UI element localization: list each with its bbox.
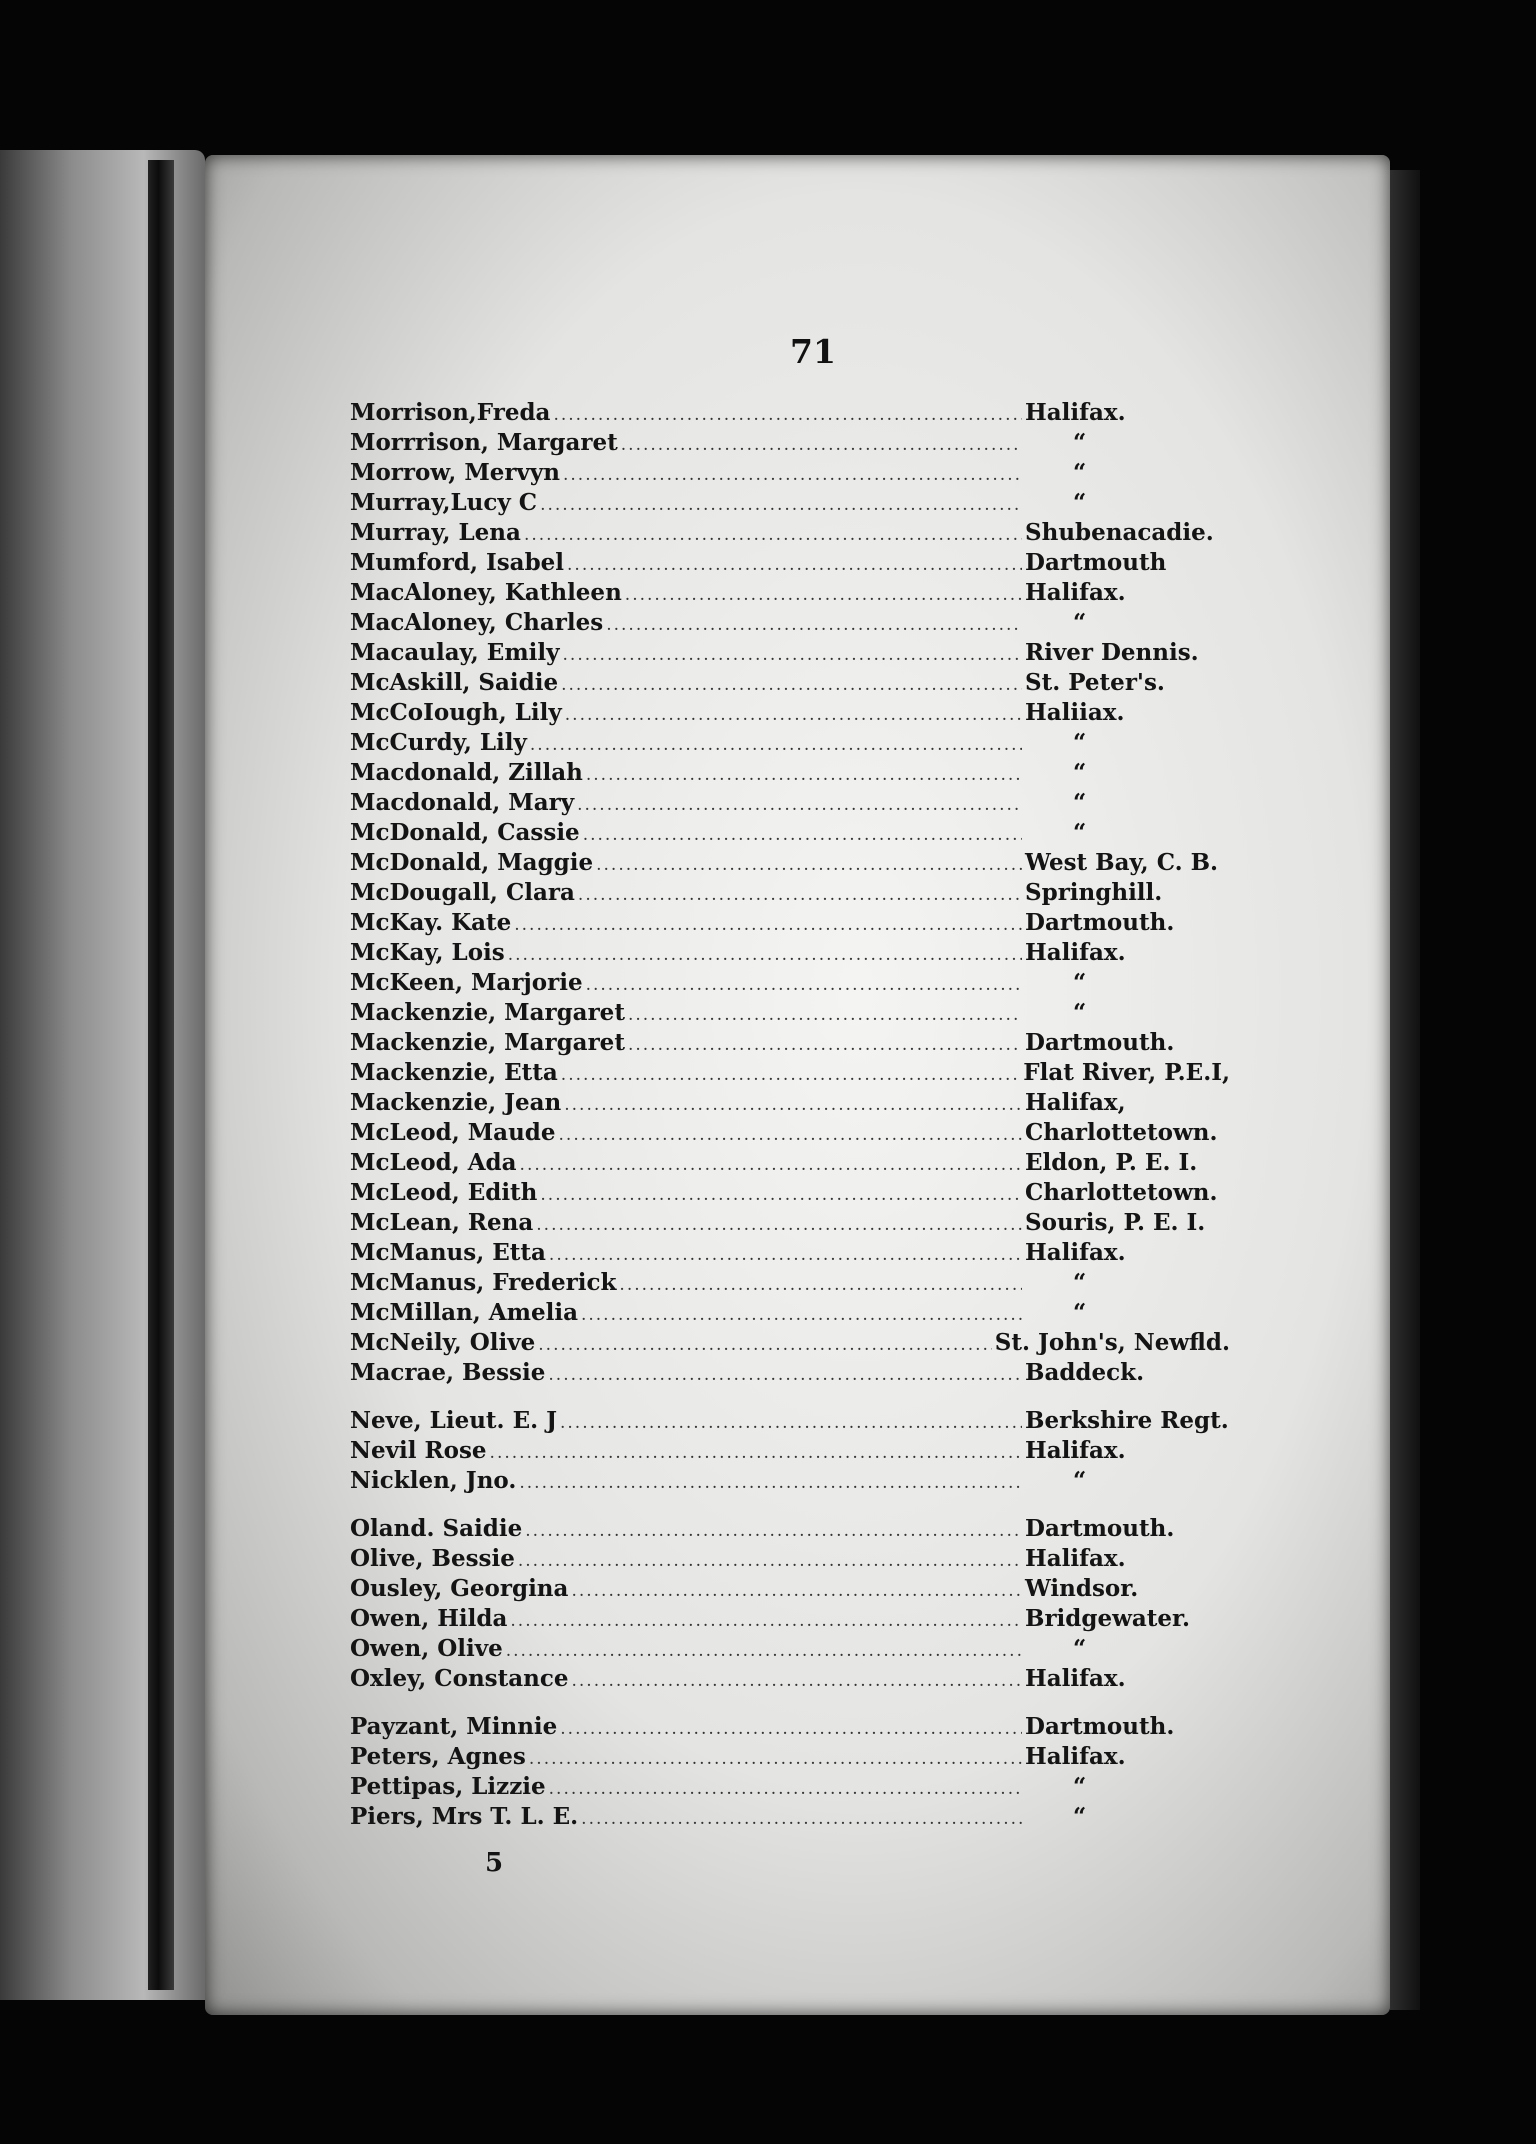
- dot-leader: [625, 580, 1022, 610]
- list-item: [350, 788, 1230, 818]
- dot-leader: [583, 820, 1022, 850]
- dot-leader: [529, 1744, 1022, 1774]
- place-name: “: [1073, 489, 1087, 516]
- name-group: [350, 398, 1230, 1388]
- person-name: Owen, Olive: [350, 1635, 503, 1662]
- person-name: Nevil Rose: [350, 1437, 487, 1464]
- left-page-edge: [0, 150, 205, 2000]
- place-name: Halifax.: [1025, 579, 1126, 606]
- place-name: Haliiax.: [1025, 699, 1125, 726]
- dot-leader: [577, 790, 1022, 820]
- place-name: Halifax.: [1025, 1545, 1126, 1572]
- dot-leader: [628, 1000, 1022, 1030]
- person-name: Macdonald, Mary: [350, 789, 575, 816]
- place-name: Flat River, P.E.I,: [1023, 1059, 1230, 1086]
- dot-leader: [510, 1606, 1022, 1636]
- place-name: Halifax.: [1025, 1743, 1126, 1770]
- dot-leader: [586, 970, 1022, 1000]
- dot-leader: [559, 1120, 1022, 1150]
- place-name: Dartmouth.: [1025, 1029, 1175, 1056]
- dot-leader: [549, 1240, 1022, 1270]
- dot-leader: [540, 490, 1022, 520]
- place-name: “: [1073, 729, 1087, 756]
- person-name: McCoIough, Lily: [350, 699, 562, 726]
- person-name: Murray, Lena: [350, 519, 521, 546]
- book-gutter: [148, 160, 174, 1990]
- dot-leader: [506, 1636, 1022, 1666]
- place-name: Windsor.: [1025, 1575, 1139, 1602]
- place-name: Springhill.: [1025, 879, 1163, 906]
- list-item: [350, 758, 1230, 788]
- place-name: Charlottetown.: [1025, 1179, 1218, 1206]
- dot-leader: [549, 1774, 1022, 1804]
- list-item: [350, 1436, 1230, 1466]
- dot-leader: [571, 1576, 1022, 1606]
- dot-leader: [578, 880, 1022, 910]
- list-item: [350, 1712, 1230, 1742]
- place-name: Halifax.: [1025, 1437, 1126, 1464]
- place-name: Baddeck.: [1025, 1359, 1145, 1386]
- list-item: [350, 1634, 1230, 1664]
- place-name: “: [1073, 819, 1087, 846]
- person-name: McKay. Kate: [350, 909, 512, 936]
- place-name: “: [1073, 1773, 1087, 1800]
- list-item: [350, 1574, 1230, 1604]
- list-item: [350, 428, 1230, 458]
- place-name: Berkshire Regt.: [1025, 1407, 1229, 1434]
- place-name: “: [1073, 789, 1087, 816]
- dot-leader: [518, 1546, 1022, 1576]
- dot-leader: [520, 1150, 1022, 1180]
- place-name: Charlottetown.: [1025, 1119, 1218, 1146]
- list-item: [350, 728, 1230, 758]
- place-name: West Bay, C. B.: [1025, 849, 1219, 876]
- dot-leader: [561, 1060, 1020, 1090]
- place-name: Dartmouth: [1025, 549, 1167, 576]
- dot-leader: [553, 400, 1022, 430]
- dot-leader: [540, 1180, 1022, 1210]
- list-item: [350, 818, 1230, 848]
- name-group: [350, 1514, 1230, 1694]
- place-name: Halifax.: [1025, 399, 1126, 426]
- person-name: Neve, Lieut. E. J: [350, 1407, 557, 1434]
- dot-leader: [567, 550, 1022, 580]
- list-item: [350, 578, 1230, 608]
- person-name: McKay, Lois: [350, 939, 505, 966]
- person-name: Macdonald, Zillah: [350, 759, 583, 786]
- dot-leader: [563, 640, 1022, 670]
- list-item: [350, 458, 1230, 488]
- list-item: [350, 908, 1230, 938]
- list-item: [350, 848, 1230, 878]
- list-item: [350, 548, 1230, 578]
- person-name: Mackenzie, Margaret: [350, 1029, 625, 1056]
- dot-leader: [581, 1300, 1022, 1330]
- list-item: [350, 1268, 1230, 1298]
- dot-leader: [606, 610, 1022, 640]
- dot-leader: [564, 1090, 1022, 1120]
- list-item: [350, 1028, 1230, 1058]
- dot-leader: [490, 1438, 1022, 1468]
- person-name: McAskill, Saidie: [350, 669, 559, 696]
- list-item: [350, 878, 1230, 908]
- dot-leader: [619, 1270, 1022, 1300]
- list-item: [350, 1238, 1230, 1268]
- dot-leader: [628, 1030, 1022, 1060]
- list-item: [350, 1466, 1230, 1496]
- list-item: [350, 698, 1230, 728]
- person-name: McCurdy, Lily: [350, 729, 527, 756]
- list-item: [350, 1514, 1230, 1544]
- list-item: [350, 1058, 1230, 1088]
- list-item: [350, 1772, 1230, 1802]
- dot-leader: [565, 700, 1022, 730]
- person-name: Pettipas, Lizzie: [350, 1773, 546, 1800]
- dot-leader: [561, 670, 1022, 700]
- person-name: McNeily, Olive: [350, 1329, 536, 1356]
- person-name: Morrrison, Margaret: [350, 429, 618, 456]
- person-name: Macaulay, Emily: [350, 639, 560, 666]
- list-item: [350, 668, 1230, 698]
- list-item: [350, 1328, 1230, 1358]
- place-name: Halifax.: [1025, 1239, 1126, 1266]
- dot-leader: [586, 760, 1022, 790]
- list-item: [350, 938, 1230, 968]
- list-item: [350, 1088, 1230, 1118]
- person-name: McLean, Rena: [350, 1209, 534, 1236]
- place-name: “: [1073, 429, 1087, 456]
- person-name: McDougall, Clara: [350, 879, 575, 906]
- list-item: [350, 1544, 1230, 1574]
- place-name: Dartmouth.: [1025, 909, 1175, 936]
- page-number: 71: [790, 332, 836, 371]
- place-name: Halifax,: [1025, 1089, 1126, 1116]
- dot-leader: [560, 1714, 1022, 1744]
- person-name: McMillan, Amelia: [350, 1299, 578, 1326]
- person-name: McLeod, Ada: [350, 1149, 517, 1176]
- person-name: Mackenzie, Etta: [350, 1059, 558, 1086]
- place-name: St. Peter's.: [1025, 669, 1165, 696]
- list-item: [350, 608, 1230, 638]
- place-name: Halifax.: [1025, 939, 1126, 966]
- person-name: Olive, Bessie: [350, 1545, 515, 1572]
- person-name: Peters, Agnes: [350, 1743, 526, 1770]
- list-item: [350, 488, 1230, 518]
- list-item: [350, 1298, 1230, 1328]
- list-item: [350, 518, 1230, 548]
- signature-mark: 5: [485, 1848, 504, 1878]
- place-name: “: [1073, 1269, 1087, 1296]
- dot-leader: [548, 1360, 1022, 1390]
- place-name: Dartmouth.: [1025, 1515, 1175, 1542]
- dot-leader: [514, 910, 1022, 940]
- person-name: Piers, Mrs T. L. E.: [350, 1803, 579, 1830]
- place-name: St. John's, Newfld.: [994, 1329, 1230, 1356]
- person-name: Macrae, Bessie: [350, 1359, 546, 1386]
- list-item: [350, 1178, 1230, 1208]
- place-name: “: [1073, 609, 1087, 636]
- page-edge-shadow: [1390, 170, 1420, 2010]
- person-name: McDonald, Maggie: [350, 849, 594, 876]
- dot-leader: [581, 1804, 1022, 1834]
- person-name: McManus, Frederick: [350, 1269, 617, 1296]
- dot-leader: [560, 1408, 1022, 1438]
- person-name: McKeen, Marjorie: [350, 969, 583, 996]
- place-name: River Dennis.: [1025, 639, 1199, 666]
- person-name: Morrow, Mervyn: [350, 459, 560, 486]
- dot-leader: [525, 1516, 1022, 1546]
- dot-leader: [596, 850, 1022, 880]
- list-item: [350, 1604, 1230, 1634]
- place-name: “: [1073, 1299, 1087, 1326]
- place-name: Dartmouth.: [1025, 1713, 1175, 1740]
- dot-leader: [572, 1666, 1023, 1696]
- person-name: Payzant, Minnie: [350, 1713, 558, 1740]
- place-name: “: [1073, 1635, 1087, 1662]
- list-item: [350, 1148, 1230, 1178]
- place-name: “: [1073, 1467, 1087, 1494]
- name-group: [350, 1712, 1230, 1832]
- place-name: Eldon, P. E. I.: [1025, 1149, 1198, 1176]
- name-list: [350, 398, 1230, 1850]
- place-name: “: [1073, 1803, 1087, 1830]
- person-name: MacAloney, Kathleen: [350, 579, 622, 606]
- place-name: Halifax.: [1025, 1665, 1126, 1692]
- place-name: “: [1073, 999, 1087, 1026]
- person-name: Mackenzie, Jean: [350, 1089, 562, 1116]
- place-name: “: [1073, 459, 1087, 486]
- dot-leader: [530, 730, 1022, 760]
- list-item: [350, 638, 1230, 668]
- person-name: Morrison,Freda: [350, 399, 551, 426]
- place-name: “: [1073, 759, 1087, 786]
- person-name: McManus, Etta: [350, 1239, 546, 1266]
- dot-leader: [508, 940, 1022, 970]
- place-name: Souris, P. E. I.: [1025, 1209, 1206, 1236]
- list-item: [350, 1358, 1230, 1388]
- person-name: Owen, Hilda: [350, 1605, 508, 1632]
- place-name: Shubenacadie.: [1025, 519, 1214, 546]
- person-name: Ousley, Georgina: [350, 1575, 569, 1602]
- place-name: Bridgewater.: [1025, 1605, 1191, 1632]
- dot-leader: [536, 1210, 1022, 1240]
- list-item: [350, 1406, 1230, 1436]
- name-group: [350, 1406, 1230, 1496]
- person-name: MacAloney, Charles: [350, 609, 604, 636]
- list-item: [350, 398, 1230, 428]
- dot-leader: [538, 1330, 992, 1360]
- place-name: “: [1073, 969, 1087, 996]
- list-item: [350, 1208, 1230, 1238]
- list-item: [350, 1664, 1230, 1694]
- person-name: McDonald, Cassie: [350, 819, 580, 846]
- person-name: Murray,Lucy C: [350, 489, 538, 516]
- person-name: McLeod, Edith: [350, 1179, 538, 1206]
- person-name: Oland. Saidie: [350, 1515, 523, 1542]
- person-name: Mackenzie, Margaret: [350, 999, 625, 1026]
- list-item: [350, 968, 1230, 998]
- person-name: Oxley, Constance: [350, 1665, 569, 1692]
- dot-leader: [621, 430, 1022, 460]
- dot-leader: [519, 1468, 1022, 1498]
- list-item: [350, 1742, 1230, 1772]
- list-item: [350, 998, 1230, 1028]
- dot-leader: [563, 460, 1022, 490]
- person-name: Nicklen, Jno.: [350, 1467, 517, 1494]
- list-item: [350, 1802, 1230, 1832]
- person-name: McLeod, Maude: [350, 1119, 556, 1146]
- list-item: [350, 1118, 1230, 1148]
- dot-leader: [524, 520, 1022, 550]
- person-name: Mumford, Isabel: [350, 549, 565, 576]
